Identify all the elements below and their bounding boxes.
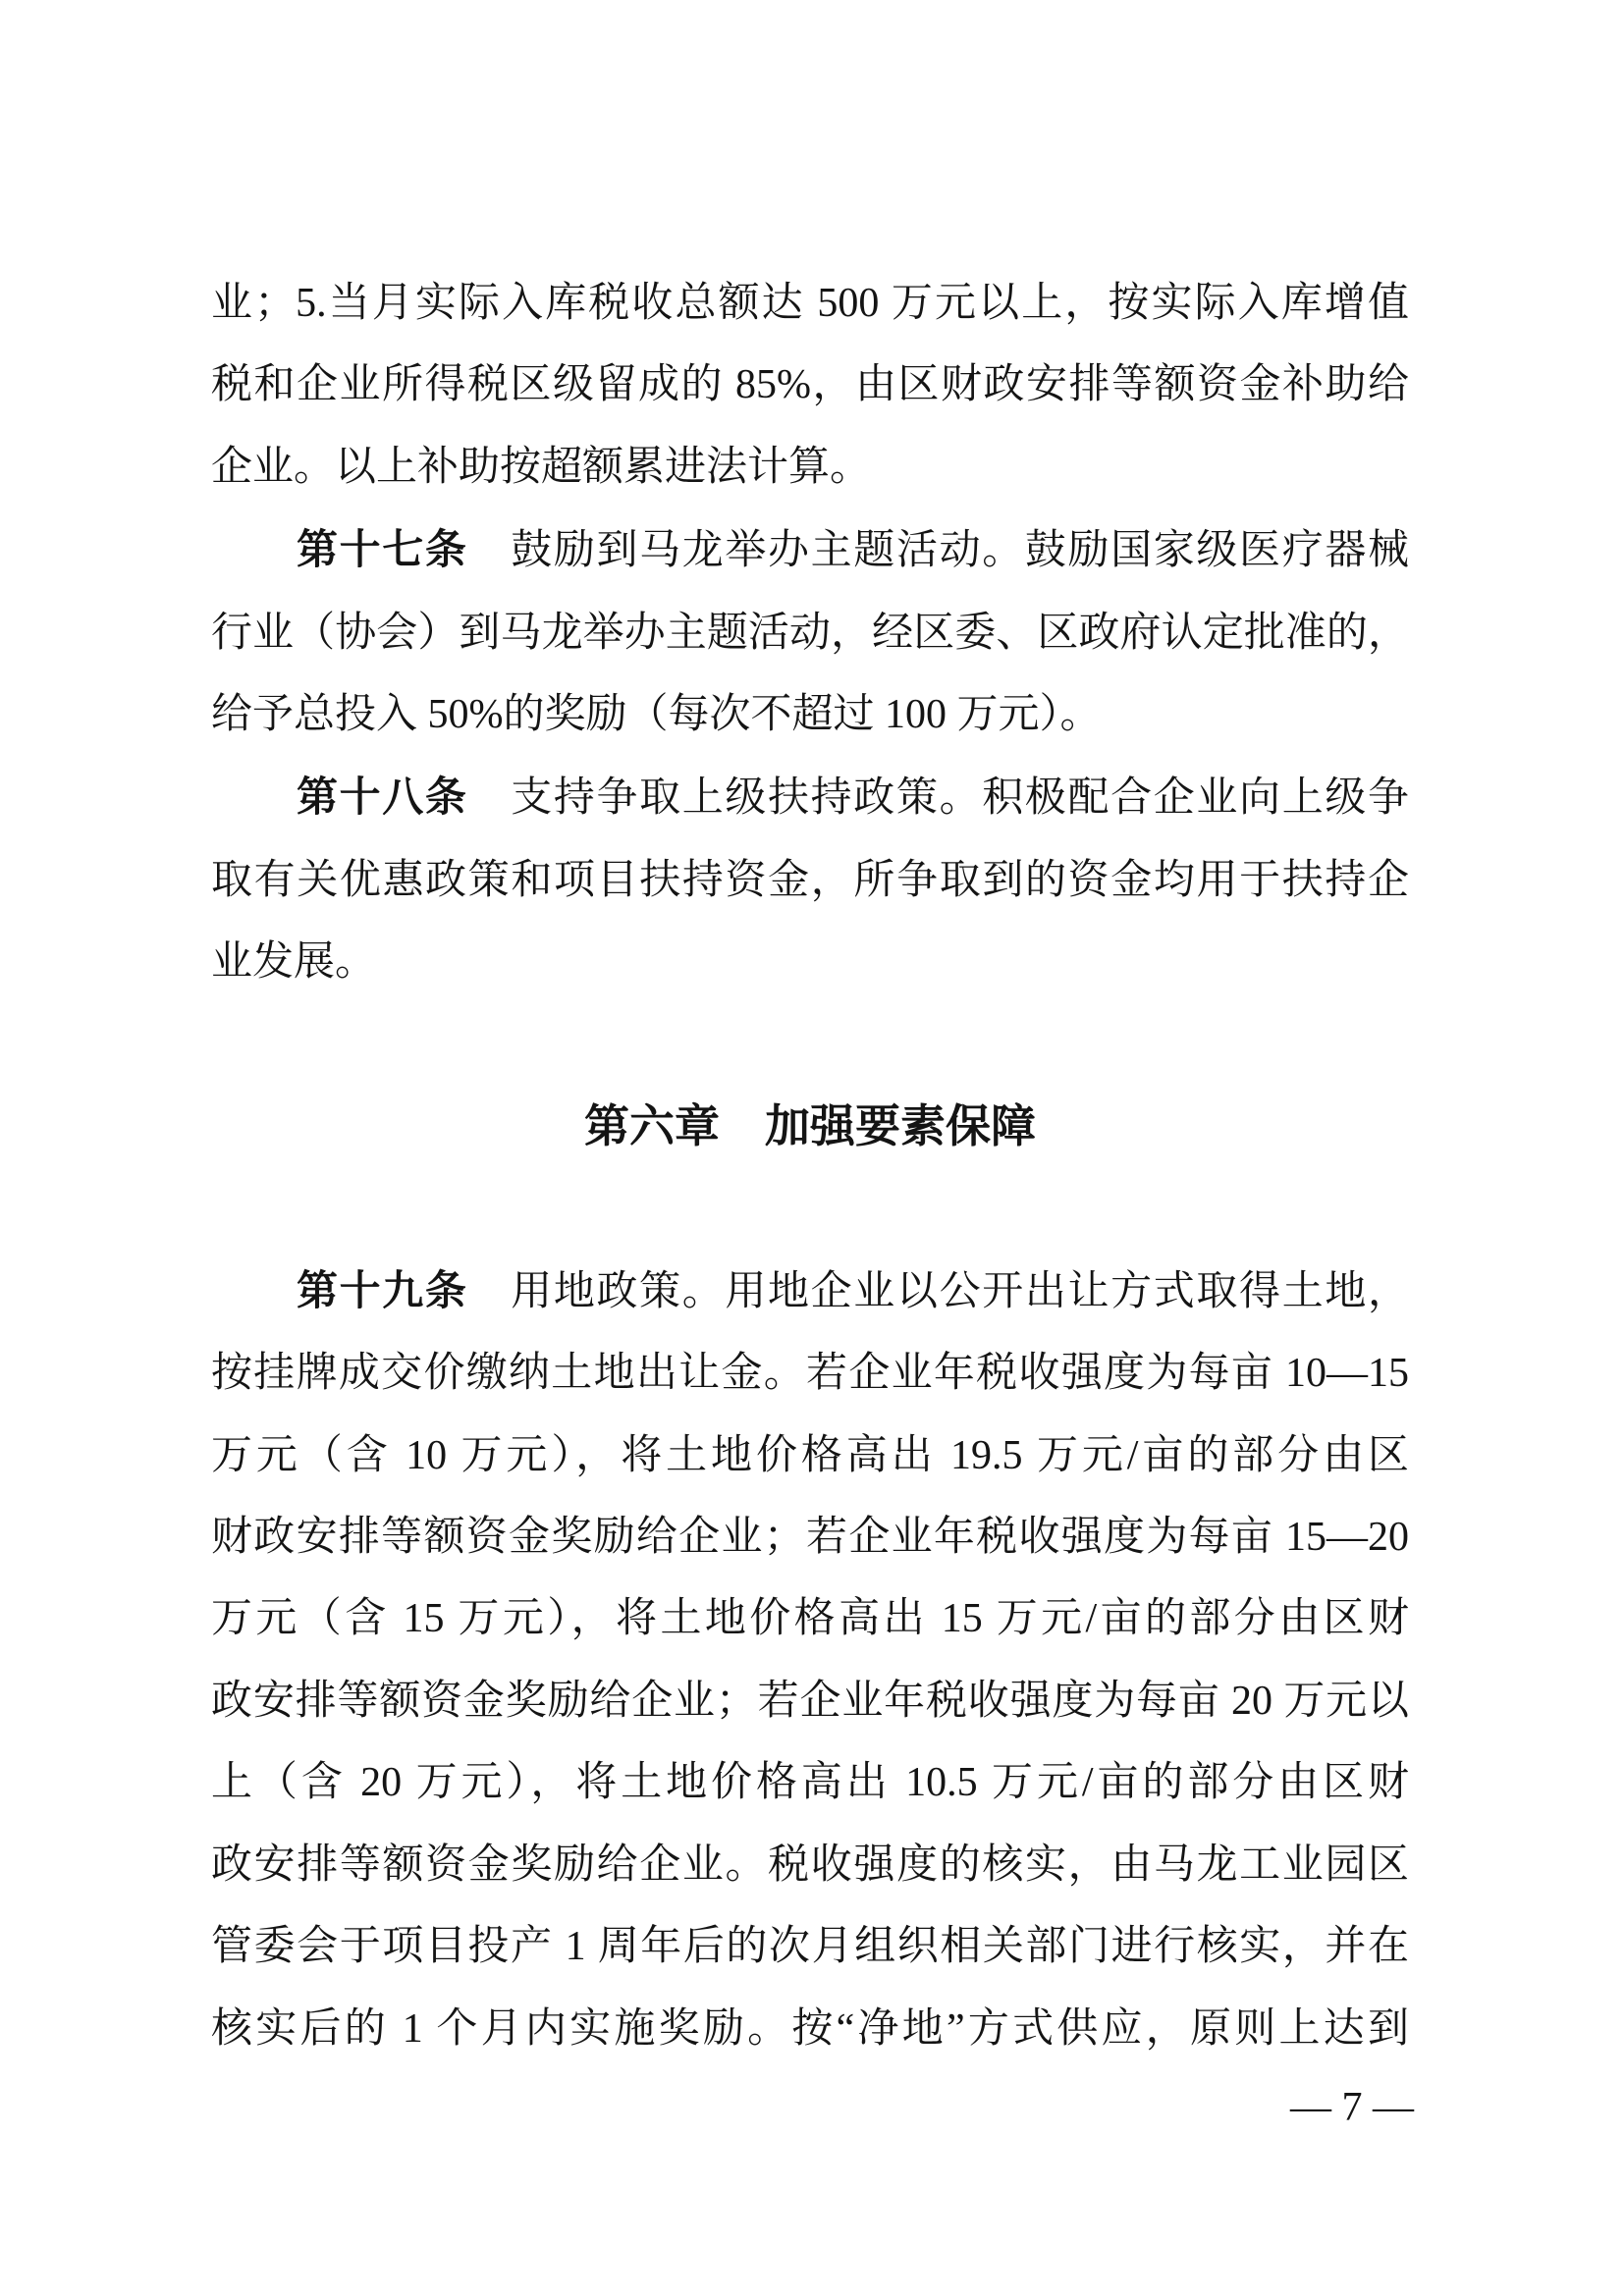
text-line: 给予总投入 50%的奖励（每次不超过 100 万元）。 [211, 692, 1102, 738]
text-line: 上（含 20 万元），将土地价格高出 10.5 万元/亩的部分由区财 [211, 1760, 1409, 1806]
text-line: 政安排等额资金奖励给企业；若企业年税收强度为每亩 20 万元以 [211, 1678, 1409, 1724]
text-line: 税和企业所得税区级留成的 85%，由区财政安排等额资金补助给 [211, 362, 1409, 408]
article-number: 第十七条 [297, 526, 468, 573]
text-line: 第十七条 鼓励到马龙举办主题活动。鼓励国家级医疗器械 [297, 526, 1409, 574]
page-number: — 7 — [1290, 2085, 1414, 2130]
document-body [211, 263, 1409, 2070]
text-line: 第十八条 支持争取上级扶持政策。积极配合企业向上级争 [297, 774, 1409, 822]
text-line: 按挂牌成交价缴纳土地出让金。若企业年税收强度为每亩 10—15 [211, 1351, 1409, 1397]
chapter-heading: 第六章 加强要素保障 [584, 1100, 1036, 1152]
text-line: 财政安排等额资金奖励给企业；若企业年税收强度为每亩 15—20 [211, 1515, 1409, 1561]
text-line: 业发展。 [211, 939, 377, 986]
text-line: 政安排等额资金奖励给企业。税收强度的核实，由马龙工业园区 [211, 1842, 1409, 1888]
text-line: 管委会于项目投产 1 周年后的次月组织相关部门进行核实，并在 [211, 1924, 1409, 1970]
article-number: 第十九条 [297, 1266, 468, 1313]
text-line: 业；5.当月实际入库税收总额达 500 万元以上，按实际入库增值 [211, 281, 1409, 326]
article-number: 第十八条 [297, 774, 468, 821]
text-line: 取有关优惠政策和项目扶持资金，所争取到的资金均用于扶持企 [211, 857, 1409, 903]
text-line: 万元（含 10 万元），将土地价格高出 19.5 万元/亩的部分由区 [211, 1432, 1409, 1478]
text-line: 核实后的 1 个月内实施奖励。按“净地”方式供应，原则上达到 [211, 2005, 1409, 2052]
text-line: 企业。以上补助按超额累进法计算。 [211, 444, 872, 490]
text-line: 第十九条 用地政策。用地企业以公开出让方式取得土地， [297, 1266, 1409, 1314]
text-line: 行业（协会）到马龙举办主题活动，经区委、区政府认定批准的， [211, 610, 1409, 656]
text-line: 万元（含 15 万元），将土地价格高出 15 万元/亩的部分由区财 [211, 1596, 1409, 1642]
